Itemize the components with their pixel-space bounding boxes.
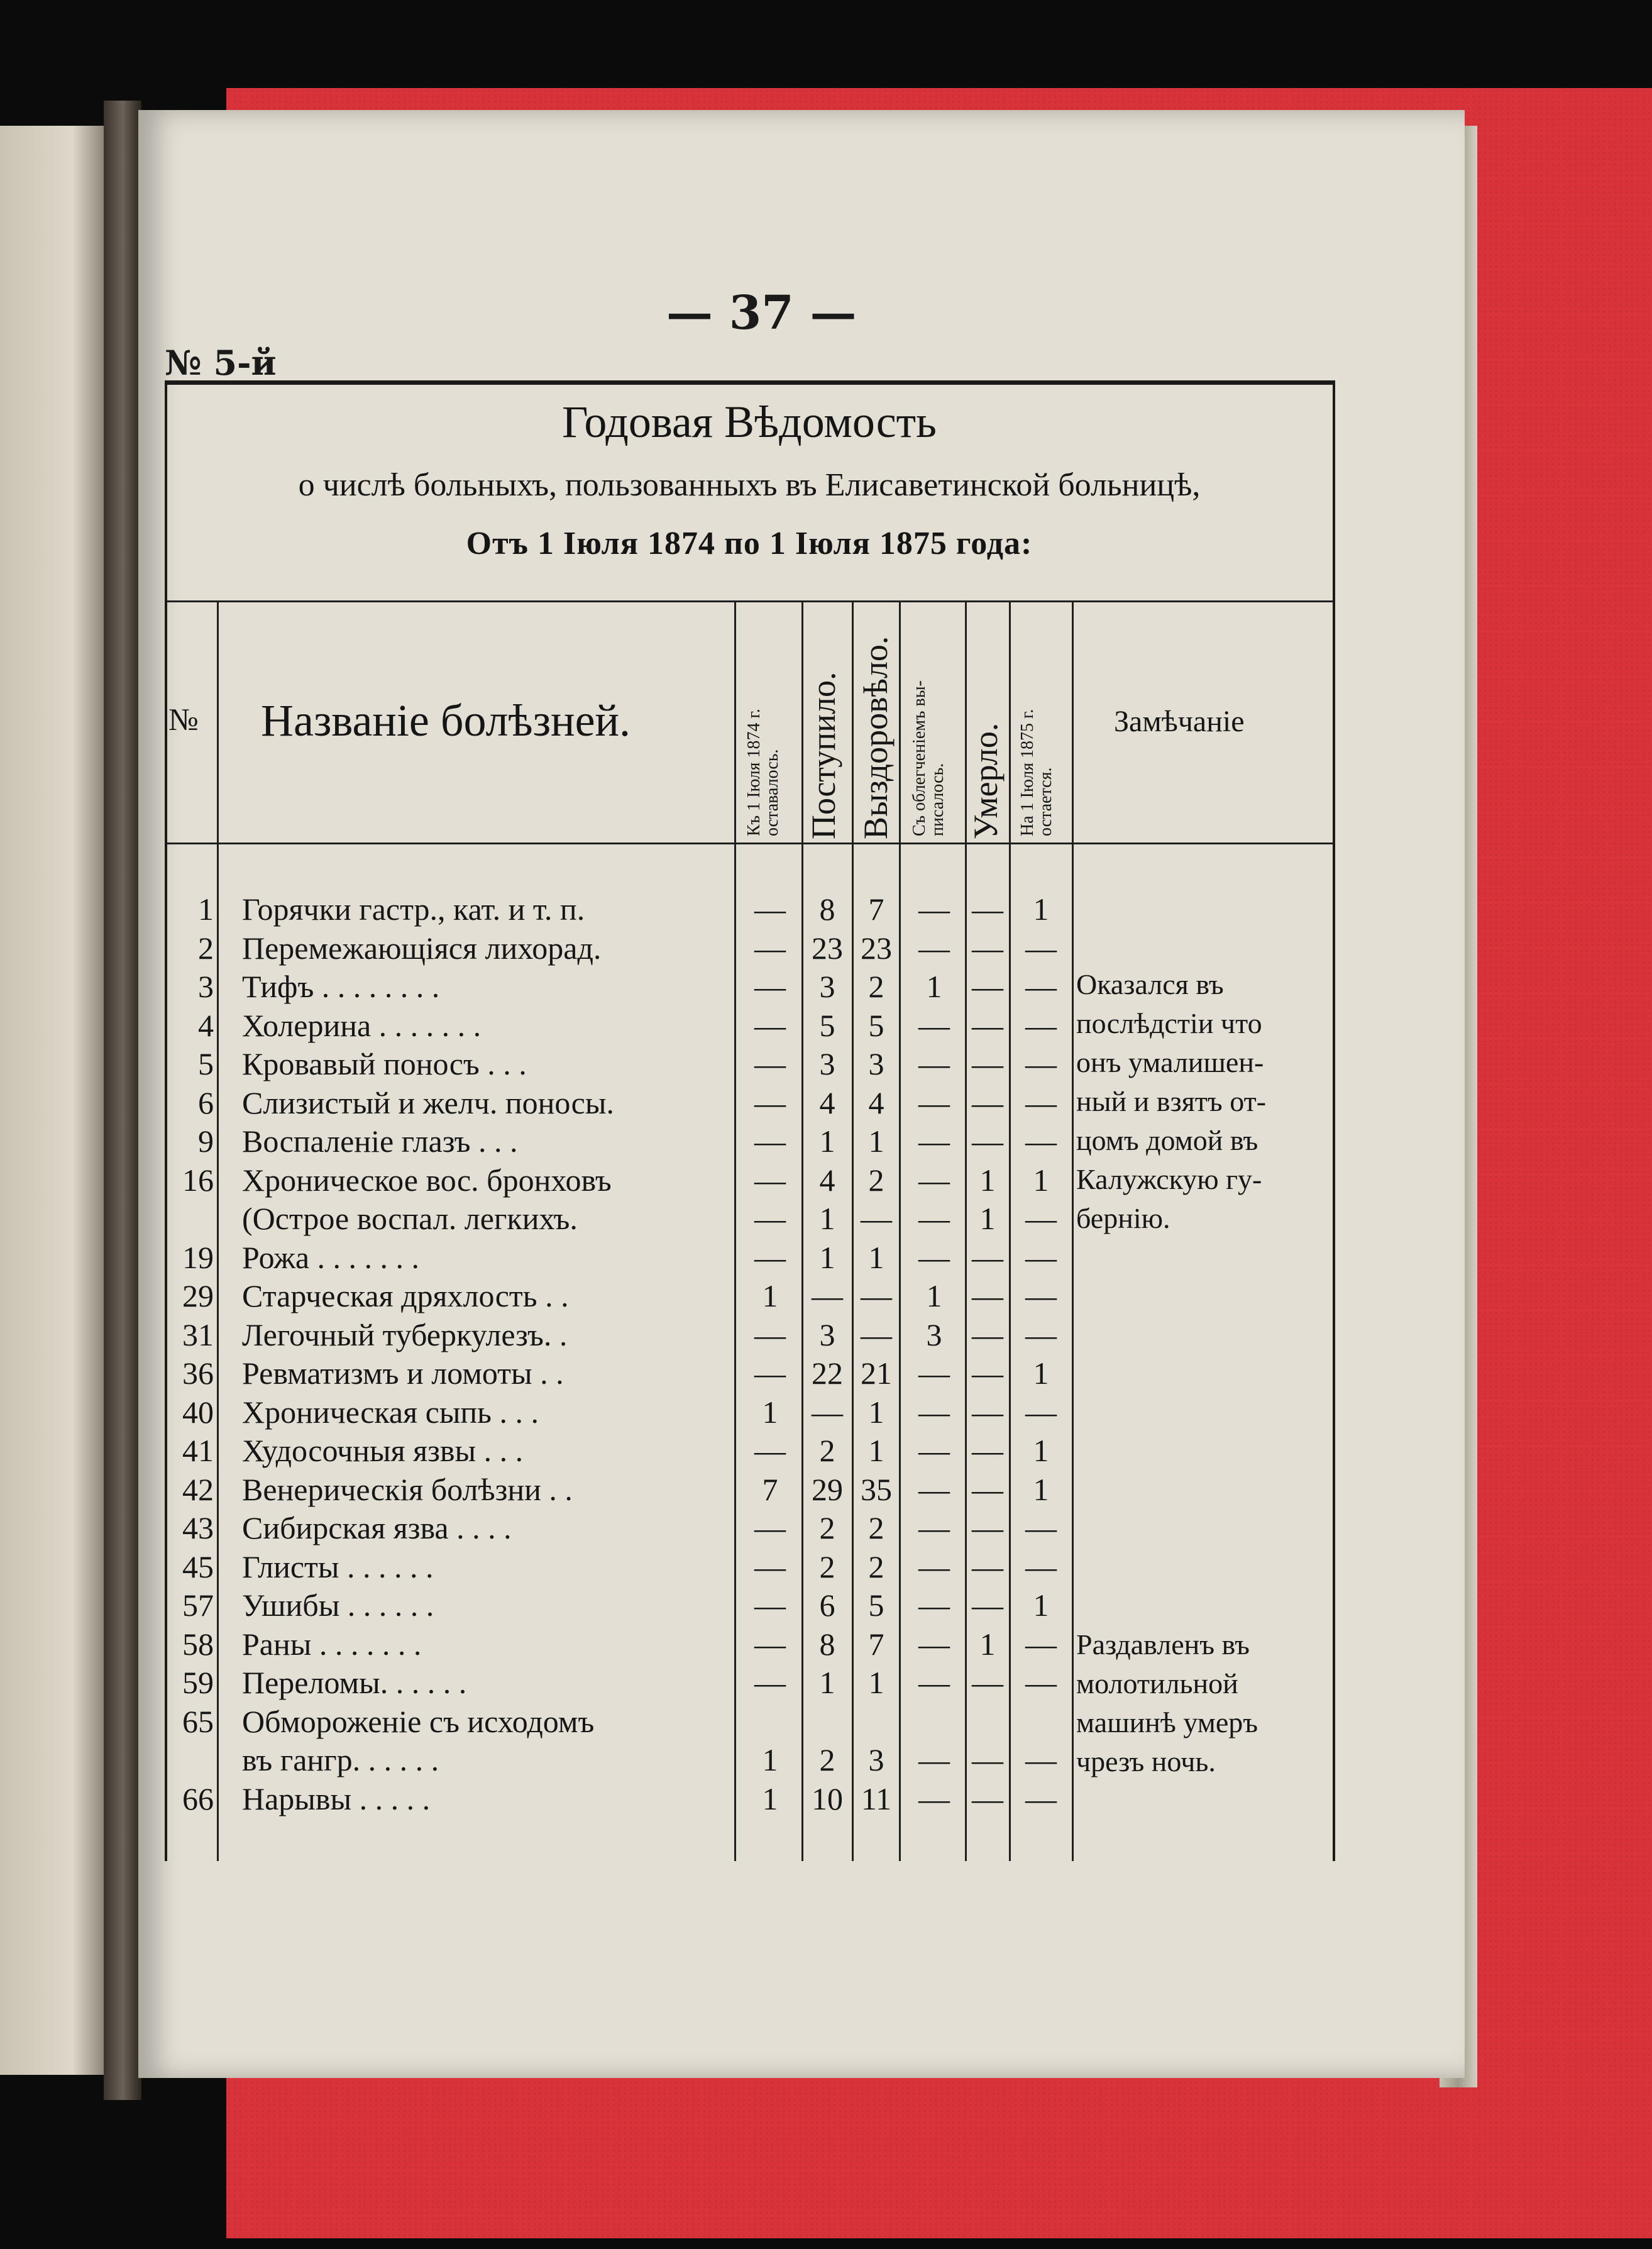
- row-disease-name: Венерическія болѣзни . .: [242, 1471, 573, 1507]
- row-value: 21: [861, 1356, 892, 1391]
- row-value: —: [972, 1124, 1003, 1159]
- row-value: —: [754, 892, 786, 927]
- row-value: 7: [762, 1471, 778, 1507]
- row-value: 5: [868, 1588, 884, 1623]
- row-value: 3: [819, 969, 835, 1004]
- row-value: —: [918, 1665, 950, 1700]
- row-value: 1: [1033, 1588, 1049, 1623]
- row-value: —: [1025, 1278, 1057, 1313]
- remark-line: Раздавленъ въ: [1076, 1628, 1250, 1661]
- header-admitted: Поступило.: [805, 671, 842, 839]
- row-value: —: [1025, 1124, 1057, 1159]
- row-value: —: [754, 1588, 786, 1623]
- row-value: 1: [1033, 1471, 1049, 1507]
- document-title: Годовая Вѣдомость: [562, 397, 937, 447]
- row-number: 59: [182, 1665, 214, 1700]
- row-number: 36: [182, 1356, 214, 1391]
- row-value: 2: [868, 1510, 884, 1545]
- row-number: 58: [182, 1626, 214, 1662]
- row-value: —: [972, 1007, 1003, 1043]
- row-value: —: [812, 1278, 843, 1313]
- row-value: 1: [979, 1162, 996, 1198]
- row-value: 1: [1033, 1162, 1049, 1198]
- row-value: —: [972, 1317, 1003, 1352]
- row-value: 3: [868, 1046, 884, 1081]
- row-value: —: [754, 1665, 786, 1700]
- row-number: 6: [198, 1085, 214, 1120]
- remark-line: Оказался въ: [1076, 968, 1224, 1000]
- row-disease-name: Глисты . . . . . .: [242, 1549, 434, 1584]
- row-value: —: [1025, 930, 1057, 966]
- row-value: 23: [861, 930, 892, 966]
- row-value: 1: [762, 1394, 778, 1430]
- row-value: —: [918, 1549, 950, 1584]
- row-value: [1011, 1702, 1071, 1741]
- row-value: 6: [819, 1588, 835, 1623]
- row-value: —: [754, 1433, 786, 1468]
- row-value: —: [918, 1781, 950, 1816]
- row-value: —: [972, 1046, 1003, 1081]
- row-value: —: [918, 1394, 950, 1430]
- row-value: 2: [868, 969, 884, 1004]
- row-value: —: [972, 892, 1003, 927]
- row-value: 1: [926, 1278, 942, 1313]
- row-value: —: [972, 930, 1003, 966]
- row-value: 1: [868, 1239, 884, 1275]
- row-value: —: [861, 1201, 892, 1236]
- row-value: 3: [819, 1046, 835, 1081]
- row-number: 2: [198, 930, 214, 966]
- row-value: 5: [819, 1007, 835, 1043]
- row-number: 40: [182, 1394, 214, 1430]
- header-top-rule: [167, 600, 1333, 602]
- row-value: —: [918, 1162, 950, 1198]
- row-value: —: [754, 1317, 786, 1352]
- row-number: 3: [198, 969, 214, 1004]
- row-number: 5: [198, 1046, 214, 1081]
- row-value: 1: [868, 1665, 884, 1700]
- col-rule-remain: [1072, 600, 1074, 1861]
- row-disease-name: Горячки гастр., кат. и т. п.: [242, 892, 585, 927]
- row-number: 43: [182, 1510, 214, 1545]
- row-value: [967, 1702, 1008, 1741]
- row-value: —: [754, 1356, 786, 1391]
- row-disease-name: Перемежающіяся лихорад.: [242, 930, 602, 966]
- row-number: 66: [182, 1781, 214, 1816]
- row-number: 42: [182, 1471, 214, 1507]
- remark-line: бернію.: [1076, 1202, 1170, 1234]
- row-disease-name: Воспаленіе глазъ . . .: [242, 1124, 518, 1159]
- row-disease-name: Переломы. . . . . .: [242, 1665, 467, 1700]
- row-value: —: [918, 1085, 950, 1120]
- row-value: 1: [868, 1433, 884, 1468]
- remark-line: Калужскую гу-: [1076, 1163, 1262, 1195]
- row-value: —: [918, 1356, 950, 1391]
- row-value: —: [754, 1239, 786, 1275]
- row-value: 2: [819, 1742, 835, 1777]
- row-value: 5: [868, 1007, 884, 1043]
- row-value: —: [1025, 1781, 1057, 1816]
- row-value: 3: [926, 1317, 942, 1352]
- document-subtitle: о числѣ больныхъ, пользованныхъ въ Елисаветинской больницѣ,: [298, 467, 1201, 503]
- remark-line: цомъ домой въ: [1076, 1124, 1258, 1156]
- row-disease-name: Слизистый и желч. поносы.: [242, 1085, 614, 1120]
- row-value: 2: [819, 1510, 835, 1545]
- header-died: Умерло.: [967, 722, 1005, 839]
- row-disease-name: Рожа . . . . . . .: [242, 1239, 420, 1275]
- row-value: 7: [868, 892, 884, 927]
- row-value: —: [918, 1510, 950, 1545]
- row-disease-name: въ гангр. . . . . .: [242, 1742, 439, 1777]
- row-value: —: [861, 1278, 892, 1313]
- row-value: —: [754, 1085, 786, 1120]
- row-value: 1: [762, 1742, 778, 1777]
- row-value: 1: [819, 1201, 835, 1236]
- row-value: —: [1025, 1201, 1057, 1236]
- row-number: 1: [198, 892, 214, 927]
- row-value: 29: [812, 1471, 843, 1507]
- row-value: —: [972, 1781, 1003, 1816]
- row-value: 2: [868, 1162, 884, 1198]
- remark-line: ный и взятъ от-: [1076, 1085, 1267, 1117]
- row-number: 9: [198, 1124, 214, 1159]
- header-relieved: Съ облегченіемъ вы- писалось.: [910, 680, 948, 836]
- row-value: —: [861, 1317, 892, 1352]
- row-value: —: [754, 1201, 786, 1236]
- row-value: —: [754, 1549, 786, 1584]
- row-value: —: [918, 1239, 950, 1275]
- row-value: —: [754, 1162, 786, 1198]
- row-value: —: [972, 1588, 1003, 1623]
- row-value: 1: [868, 1124, 884, 1159]
- col-rule-recovered: [899, 600, 901, 1861]
- row-value: 35: [861, 1471, 892, 1507]
- row-value: —: [972, 1356, 1003, 1391]
- row-disease-name: Хроническое вос. бронховъ: [242, 1162, 612, 1198]
- row-value: 1: [819, 1239, 835, 1275]
- row-number: 45: [182, 1549, 214, 1584]
- row-disease-name: Ушибы . . . . . .: [242, 1588, 434, 1623]
- row-value: 10: [812, 1781, 843, 1816]
- row-number: [165, 1199, 214, 1238]
- row-value: 1: [926, 969, 942, 1004]
- row-disease-name: (Острое воспал. легкихъ.: [242, 1201, 578, 1236]
- row-disease-name: Сибирская язва . . . .: [242, 1510, 512, 1545]
- row-number: [165, 1740, 214, 1779]
- row-value: —: [972, 1471, 1003, 1507]
- header-recovered: Выздоровѣло.: [857, 636, 895, 839]
- row-value: 3: [868, 1742, 884, 1777]
- row-value: 8: [819, 1626, 835, 1662]
- row-value: 1: [979, 1626, 996, 1662]
- row-value: [854, 1702, 899, 1741]
- row-value: —: [1025, 1394, 1057, 1430]
- row-value: —: [972, 1394, 1003, 1430]
- row-value: —: [754, 969, 786, 1004]
- row-value: —: [918, 930, 950, 966]
- row-value: —: [972, 1239, 1003, 1275]
- row-value: —: [972, 1665, 1003, 1700]
- row-value: —: [918, 1046, 950, 1081]
- row-disease-name: Нарывы . . . . .: [242, 1781, 431, 1816]
- row-number: 41: [182, 1433, 214, 1468]
- row-value: 1: [762, 1781, 778, 1816]
- header-remain: На 1 Іюля 1875 г. остается.: [1018, 709, 1056, 836]
- row-value: —: [754, 1510, 786, 1545]
- row-value: —: [1025, 1510, 1057, 1545]
- row-value: [803, 1702, 851, 1741]
- row-value: —: [972, 1742, 1003, 1777]
- row-value: 1: [979, 1201, 996, 1236]
- row-value: 1: [1033, 1433, 1049, 1468]
- row-number: 19: [182, 1239, 214, 1275]
- row-value: —: [918, 1433, 950, 1468]
- row-value: 2: [868, 1549, 884, 1584]
- row-value: —: [1025, 969, 1057, 1004]
- row-value: 4: [819, 1162, 835, 1198]
- row-value: 23: [812, 930, 843, 966]
- header-remained: Къ 1 Іюля 1874 г. оставалось.: [744, 709, 783, 836]
- previous-page-edge: [0, 126, 104, 2075]
- row-disease-name: Старческая дряхлость . .: [242, 1278, 569, 1313]
- row-value: —: [754, 1626, 786, 1662]
- row-value: 4: [868, 1085, 884, 1120]
- remark-line: молотильной: [1076, 1667, 1238, 1699]
- row-disease-name: Обмороженіе съ исходомъ: [242, 1703, 595, 1739]
- row-value: —: [1025, 1317, 1057, 1352]
- row-value: —: [972, 1278, 1003, 1313]
- row-disease-name: Ревматизмъ и ломоты . .: [242, 1356, 564, 1391]
- row-value: —: [918, 892, 950, 927]
- row-value: 2: [819, 1433, 835, 1468]
- row-value: 11: [861, 1781, 892, 1816]
- row-value: 1: [819, 1124, 835, 1159]
- row-value: —: [754, 930, 786, 966]
- row-value: —: [1025, 1742, 1057, 1777]
- row-value: —: [918, 1124, 950, 1159]
- row-disease-name: Тифъ . . . . . . . .: [242, 969, 440, 1004]
- row-value: —: [918, 1626, 950, 1662]
- row-value: 3: [819, 1317, 835, 1352]
- header-number: №: [168, 702, 199, 737]
- row-number: 57: [182, 1588, 214, 1623]
- book-spine: [104, 101, 141, 2100]
- row-value: —: [1025, 1007, 1057, 1043]
- row-value: —: [754, 1046, 786, 1081]
- remark-line: послѣдстіи что: [1076, 1007, 1262, 1039]
- row-value: —: [812, 1394, 843, 1430]
- row-value: —: [972, 1085, 1003, 1120]
- row-value: —: [972, 969, 1003, 1004]
- row-number: 31: [182, 1317, 214, 1352]
- row-value: 4: [819, 1085, 835, 1120]
- row-value: [741, 1702, 800, 1741]
- document-number: № 5-й: [165, 343, 277, 383]
- row-number: 65: [182, 1703, 214, 1739]
- remark-line: онъ умалишен-: [1076, 1046, 1264, 1078]
- row-number: 29: [182, 1278, 214, 1313]
- document-period: Отъ 1 Іюля 1874 по 1 Іюля 1875 года:: [466, 526, 1033, 561]
- col-rule-no: [217, 600, 219, 1861]
- row-value: —: [1025, 1239, 1057, 1275]
- row-number: 16: [182, 1162, 214, 1198]
- row-number: 4: [198, 1007, 214, 1043]
- row-value: —: [972, 1549, 1003, 1584]
- header-disease-name: Названіе болѣзней.: [261, 695, 631, 746]
- row-value: 1: [1033, 892, 1049, 927]
- col-rule-name: [734, 600, 736, 1861]
- row-value: 2: [819, 1549, 835, 1584]
- header-remarks: Замѣчаніе: [1114, 705, 1245, 738]
- row-value: —: [1025, 1549, 1057, 1584]
- row-value: —: [1025, 1626, 1057, 1662]
- row-value: —: [918, 1742, 950, 1777]
- row-disease-name: Холерина . . . . . . .: [242, 1007, 482, 1043]
- row-value: 1: [819, 1665, 835, 1700]
- row-value: 1: [868, 1394, 884, 1430]
- remark-line: машинѣ умеръ: [1076, 1706, 1258, 1738]
- row-value: —: [918, 1588, 950, 1623]
- page-number: — 37 —: [666, 286, 857, 340]
- row-value: —: [1025, 1665, 1057, 1700]
- row-value: —: [918, 1201, 950, 1236]
- row-value: 7: [868, 1626, 884, 1662]
- header-bottom-rule: [167, 843, 1333, 844]
- row-value: —: [918, 1471, 950, 1507]
- row-value: —: [1025, 1046, 1057, 1081]
- row-value: —: [754, 1124, 786, 1159]
- row-value: —: [754, 1007, 786, 1043]
- row-disease-name: Хроническая сыпь . . .: [242, 1394, 539, 1430]
- remark-line: чрезъ ночь.: [1076, 1745, 1216, 1777]
- row-value: —: [1025, 1085, 1057, 1120]
- row-value: 22: [812, 1356, 843, 1391]
- row-value: —: [972, 1510, 1003, 1545]
- row-value: 1: [762, 1278, 778, 1313]
- row-disease-name: Худосочныя язвы . . .: [242, 1433, 524, 1468]
- row-value: 8: [819, 892, 835, 927]
- row-disease-name: Кровавый поносъ . . .: [242, 1046, 527, 1081]
- row-value: 1: [1033, 1356, 1049, 1391]
- row-disease-name: Легочный туберкулезъ. .: [242, 1317, 568, 1352]
- row-value: —: [918, 1007, 950, 1043]
- row-value: [904, 1702, 964, 1741]
- row-value: —: [972, 1433, 1003, 1468]
- row-disease-name: Раны . . . . . . .: [242, 1626, 422, 1662]
